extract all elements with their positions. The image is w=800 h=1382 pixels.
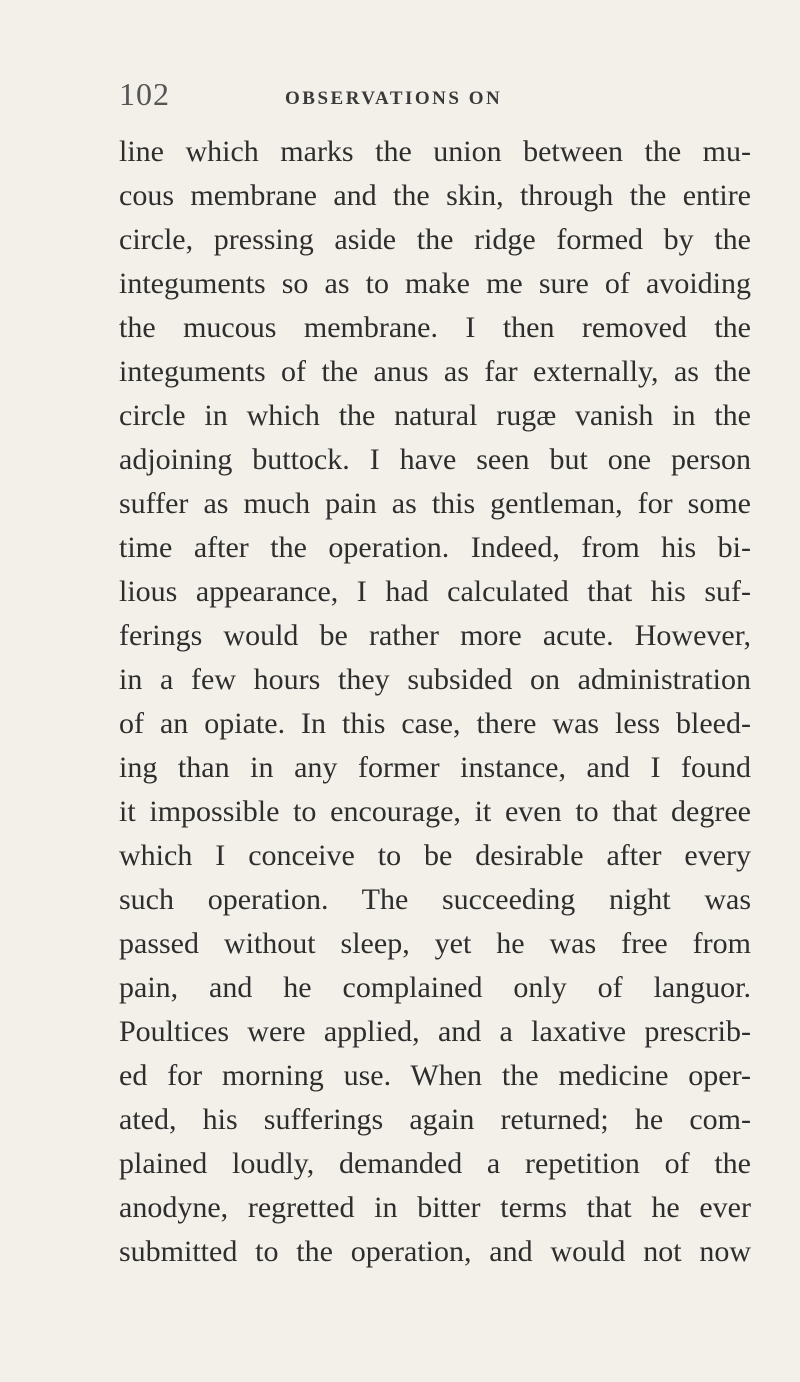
text-line: lious appearance, I had calculated that his suf- (119, 575, 751, 608)
text-line: pain, and he complained only of languor. (119, 971, 751, 1004)
text-line: cous membrane and the skin, through the entire (119, 179, 751, 212)
text-line: plained loudly, demanded a repetition of the (119, 1147, 751, 1180)
text-line: line which marks the union between the mu- (119, 135, 751, 168)
text-line: ed for morning use. When the medicine oper- (119, 1059, 751, 1092)
text-line: integuments so as to make me sure of avoiding (119, 267, 751, 300)
text-line: ated, his sufferings again returned; he com- (119, 1103, 751, 1136)
text-line: ferings would be rather more acute. However, (119, 619, 751, 652)
text-line: such operation. The succeeding night was (119, 883, 751, 916)
text-line: passed without sleep, yet he was free from (119, 927, 751, 960)
text-line: adjoining buttock. I have seen but one person (119, 443, 751, 476)
text-line: in a few hours they subsided on administration (119, 663, 751, 696)
page-number: 102 (119, 76, 170, 112)
text-line: it impossible to encourage, it even to that degree (119, 795, 751, 828)
text-line: of an opiate. In this case, there was less bleed- (119, 707, 751, 740)
text-line: submitted to the operation, and would not now (119, 1235, 751, 1268)
text-line: anodyne, regretted in bitter terms that he ever (119, 1191, 751, 1224)
text-line: which I conceive to be desirable after every (119, 839, 751, 872)
text-line: ing than in any former instance, and I found (119, 751, 751, 784)
running-head: OBSERVATIONS ON (285, 88, 503, 109)
text-line: integuments of the anus as far externally, as the (119, 355, 751, 388)
text-line: suffer as much pain as this gentleman, for some (119, 487, 751, 520)
body-text (119, 130, 751, 1274)
text-line: the mucous membrane. I then removed the (119, 311, 751, 344)
text-line: circle in which the natural rugæ vanish in the (119, 399, 751, 432)
text-line: Poultices were applied, and a laxative prescrib- (119, 1015, 751, 1048)
text-line: circle, pressing aside the ridge formed by the (119, 223, 751, 256)
text-line: time after the operation. Indeed, from his bi- (119, 531, 751, 564)
